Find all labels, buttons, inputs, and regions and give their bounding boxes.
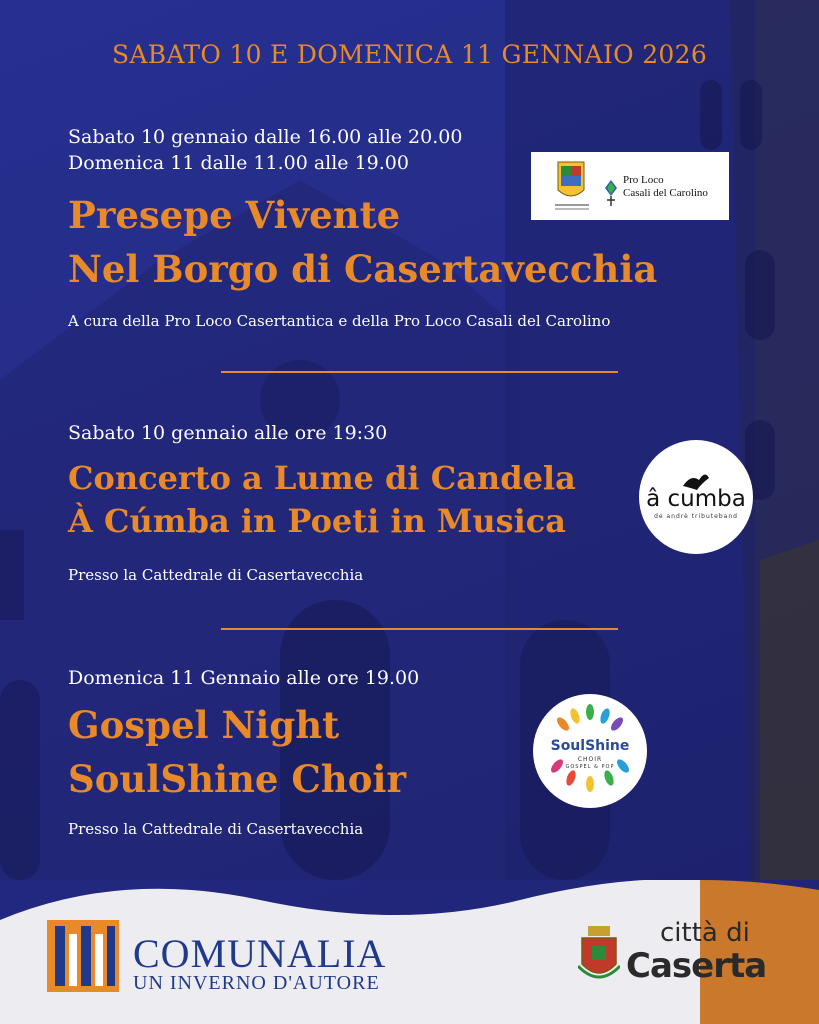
event2-venue: Presso la Cattedrale di Casertavecchia [68, 566, 364, 584]
caserta-coat-of-arms-icon [578, 926, 620, 986]
caserta-label: Caserta [626, 946, 767, 986]
event3-title-line1: Gospel Night [68, 703, 340, 747]
citta-di-label: città di [660, 918, 750, 948]
comunalia-brand: COMUNALIA [133, 931, 387, 976]
a-cumba-logo [639, 440, 753, 554]
comunalia-tagline: UN INVERNO D'AUTORE [133, 972, 380, 994]
event3-schedule: Domenica 11 Gennaio alle ore 19.00 [68, 667, 420, 689]
pro-loco-logos [531, 152, 729, 220]
a-cumba-logo-subtext: de andrè tributeband [654, 513, 738, 520]
pro-loco-label-line1: Pro Loco [623, 174, 664, 186]
event1-title-line2: Nel Borgo di Casertavecchia [68, 247, 658, 291]
pro-loco-label-line2: Casali del Carolino [623, 187, 708, 199]
event1-title-line1: Presepe Vivente [68, 193, 401, 237]
event2-title-line2: À Cúmba in Poeti in Musica [68, 502, 566, 540]
soulshine-logo-text: SoulShine [550, 738, 630, 754]
event1-schedule-line1: Sabato 10 gennaio dalle 16.00 alle 20.00 [68, 126, 463, 148]
divider-1 [221, 371, 618, 373]
date-range-header: SABATO 10 E DOMENICA 11 GENNAIO 2026 [111, 40, 708, 69]
event3-venue: Presso la Cattedrale di Casertavecchia [68, 820, 364, 838]
divider-2 [221, 628, 618, 630]
soulshine-logo-sub1: CHOIR [577, 756, 603, 763]
soulshine-logo-sub2: GOSPEL & POP [565, 764, 615, 770]
event3-title-line2: SoulShine Choir [68, 757, 406, 801]
event1-organizer: A cura della Pro Loco Casertantica e della Pro Loco Casali del Carolino [68, 312, 611, 330]
soulshine-choir-logo [533, 694, 647, 808]
pro-loco-crest-icon [531, 152, 729, 220]
event2-schedule: Sabato 10 gennaio alle ore 19:30 [68, 422, 388, 444]
a-cumba-logo-text: â cumba [646, 486, 746, 512]
comunalia-logo-icon [47, 920, 119, 992]
event1-schedule-line2: Domenica 11 dalle 11.00 alle 19.00 [68, 152, 409, 174]
event2-title-line1: Concerto a Lume di Candela [68, 459, 576, 497]
